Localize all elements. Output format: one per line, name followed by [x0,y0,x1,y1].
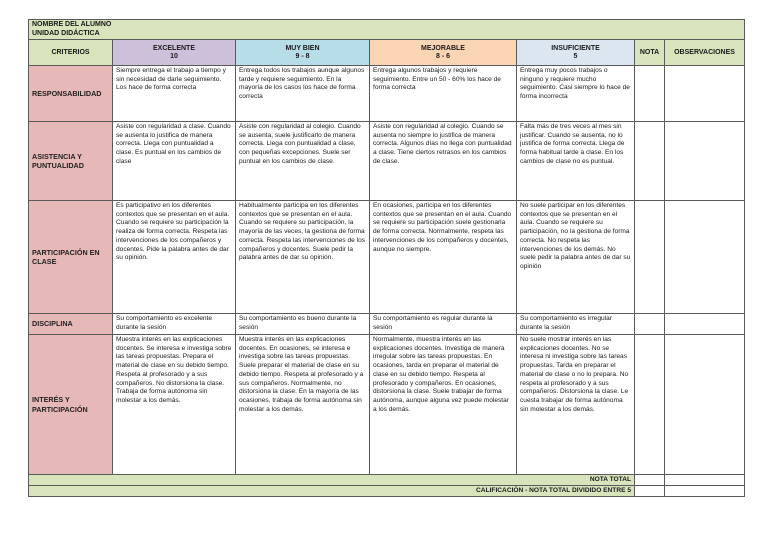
insuficiente-score: 5 [573,52,578,60]
muy-bien-label: MUY BIEN [285,44,320,52]
criterion-cell: INTERÉS Y PARTICIPACIÓN [29,335,113,475]
calificacion-value[interactable] [635,486,665,497]
calificacion-label: CALIFICACIÓN - NOTA TOTAL DIVIDIDO ENTRE 5 [29,486,635,497]
observaciones-cell[interactable] [665,122,745,201]
insuficiente-header [517,40,635,66]
table-row [29,66,745,122]
nota-cell[interactable] [635,335,665,475]
insuficiente-cell: No suele mostrar interés en las explicaciones docentes. No se interesa ni investiga sobre las tareas propuestas. Tarda en preparar el material de clase o no lo prepara. No respeta al profesorado y a sus compañeros. Distorsiona la clase. Le cuesta trabajar de forma autónoma sin molestar a los demás. [517,335,635,475]
criterion-cell: DISCIPLINA [29,314,113,335]
criterion-cell: PARTICIPACIÓN EN CLASE [29,201,113,314]
muy-bien-cell: Habitualmente participa en los diferentes contextos que se presentan en el aula. Cuando se requiere su participación, la mayoría de las veces, la gestiona de forma correcta. Respeta las intervenciones de los compañeros y docentes. Suele pedir la palabra antes de dar su opinión. [236,201,370,314]
unit-label: UNIDAD DIDÁCTICA [32,29,100,37]
nota-total-value[interactable] [635,475,665,486]
student-name-label: NOMBRE DEL ALUMNO [32,21,112,28]
excelente-cell: Es participativo en los diferentes contextos que se presentan en el aula. Cuando se requiere su participación la realiza de forma correcta. Respeta las intervenciones de los compañeros y docentes. Pide la palabra antes de dar su opinión. [113,201,236,314]
observaciones-cell[interactable] [665,66,745,122]
nota-cell[interactable] [635,66,665,122]
muy-bien-cell: Entrega todos los trabajos aunque algunos tarde y requiere seguimiento. En la mayoría de los casos los hace de forma correcta [236,66,370,122]
excelente-cell: Su comportamiento es excelente durante la sesión [113,314,236,335]
muy-bien-header [236,40,370,66]
nota-cell[interactable] [635,201,665,314]
excelente-cell: Siempre entrega el trabajo a tiempo y sin necesidad de darle seguimiento. Los hace de forma correcta [113,66,236,122]
excelente-score: 10 [170,52,178,60]
nota-cell[interactable] [635,314,665,335]
nota-total-label: NOTA TOTAL [29,475,635,486]
insuficiente-cell: Su comportamiento es irregular durante la sesión [517,314,635,335]
table-row [29,201,745,314]
mejorable-cell: Su comportamiento es regular durante la sesión [370,314,517,335]
nota-total-observaciones [665,475,745,486]
excelente-header [113,40,236,66]
insuficiente-cell: No suele participar en los diferentes contextos que se presentan en el aula. Cuando se requiere su participación, no la gestiona de forma correcta. No respeta las intervenciones de los demás. No suele pedir la palabra antes de dar su opinión [517,201,635,314]
criterion-cell: RESPONSABILIDAD [29,66,113,122]
mejorable-cell: En ocasiones, participa en los diferentes contextos que se presentan en el aula. Cuando se requiere su participación suele gestionarla de forma correcta. Normalmente, respeta las intervenciones de los compañeros y docentes, aunque no siempre. [370,201,517,314]
observaciones-header: OBSERVACIONES [665,40,745,66]
rubric-table [28,19,745,497]
mejorable-label: MEJORABLE [421,44,465,52]
student-unit-header [29,20,745,40]
mejorable-score: 8 - 6 [435,52,450,60]
observaciones-cell[interactable] [665,201,745,314]
insuficiente-cell: Falta más de tres veces al mes sin justificar. Cuando se ausenta, no lo justifica de forma correcta. Llega de forma habitual tarde a clase. En los cambios de clase no es puntual. [517,122,635,201]
mejorable-cell: Entrega algunos trabajos y requiere seguimiento. Entre un 50 - 60% los hace de forma correcta [370,66,517,122]
insuficiente-label: INSUFICIENTE [551,44,600,52]
insuficiente-cell: Entrega muy pocos trabajos o ninguno y requiere mucho seguimiento. Casi siempre lo hace de forma incorrecta [517,66,635,122]
muy-bien-cell: Muestra interés en las explicaciones docentes. En ocasiones, se interesa e investiga sobre las tareas propuestas. Suele preparar el material de clase en su debido tiempo. Respeta al profesorado y a sus compañeros. Normalmente, no distorsiona la clase. En la mayoría de las ocasiones, trabaja de forma autónoma sin molestar a los demás. [236,335,370,475]
table-row [29,122,745,201]
table-row [29,314,745,335]
mejorable-cell: Normalmente, muestra interés en las explicaciones docentes. Investiga de manera irregular sobre las tareas propuestas. En ocasiones, tarda en preparar el material de clase en su debido tiempo. Respeta al profesorado y compañeros. En ocasiones, distorsiona la clase. Suele trabajar de forma autónoma, aunque alguna vez puede molestar a los demás. [370,335,517,475]
muy-bien-cell: Asiste con regularidad al colegio. Cuando se ausenta, suele justificarlo de manera correcta. Llega con puntualidad a clase, con pequeñas excepciones. Suele ser puntual en los cambios de clase. [236,122,370,201]
calificacion-observaciones [665,486,745,497]
observaciones-cell[interactable] [665,335,745,475]
mejorable-header [370,40,517,66]
nota-cell[interactable] [635,122,665,201]
criterion-cell: ASISTENCIA Y PUNTUALIDAD [29,122,113,201]
excelente-cell: Muestra interés en las explicaciones docentes. Se interesa e investiga sobre las tareas propuestas. Prepara el material de clase en su debido tiempo. Respeta al profesorado y a sus compañeros. No distorsiona la clase. Trabaja de forma autónoma sin molestar a los demás. [113,335,236,475]
table-row [29,335,745,475]
muy-bien-score: 9 - 8 [295,52,310,60]
criterios-header: CRITERIOS [29,40,113,66]
observaciones-cell[interactable] [665,314,745,335]
nota-header: NOTA [635,40,665,66]
excelente-cell: Asiste con regularidad a clase. Cuando se ausenta lo justifica de manera correcta. Llega con puntualidad a clase. Es puntual en los cambios de clase [113,122,236,201]
mejorable-cell: Asiste con regularidad al colegio. Cuando se ausenta no siempre lo justifica de manera correcta. Algunos días no llega con puntualidad a clase. Tiene ciertos retrasos en los cambios de clase. [370,122,517,201]
muy-bien-cell: Su comportamiento es bueno durante la sesión [236,314,370,335]
excelente-label: EXCELENTE [152,44,195,52]
